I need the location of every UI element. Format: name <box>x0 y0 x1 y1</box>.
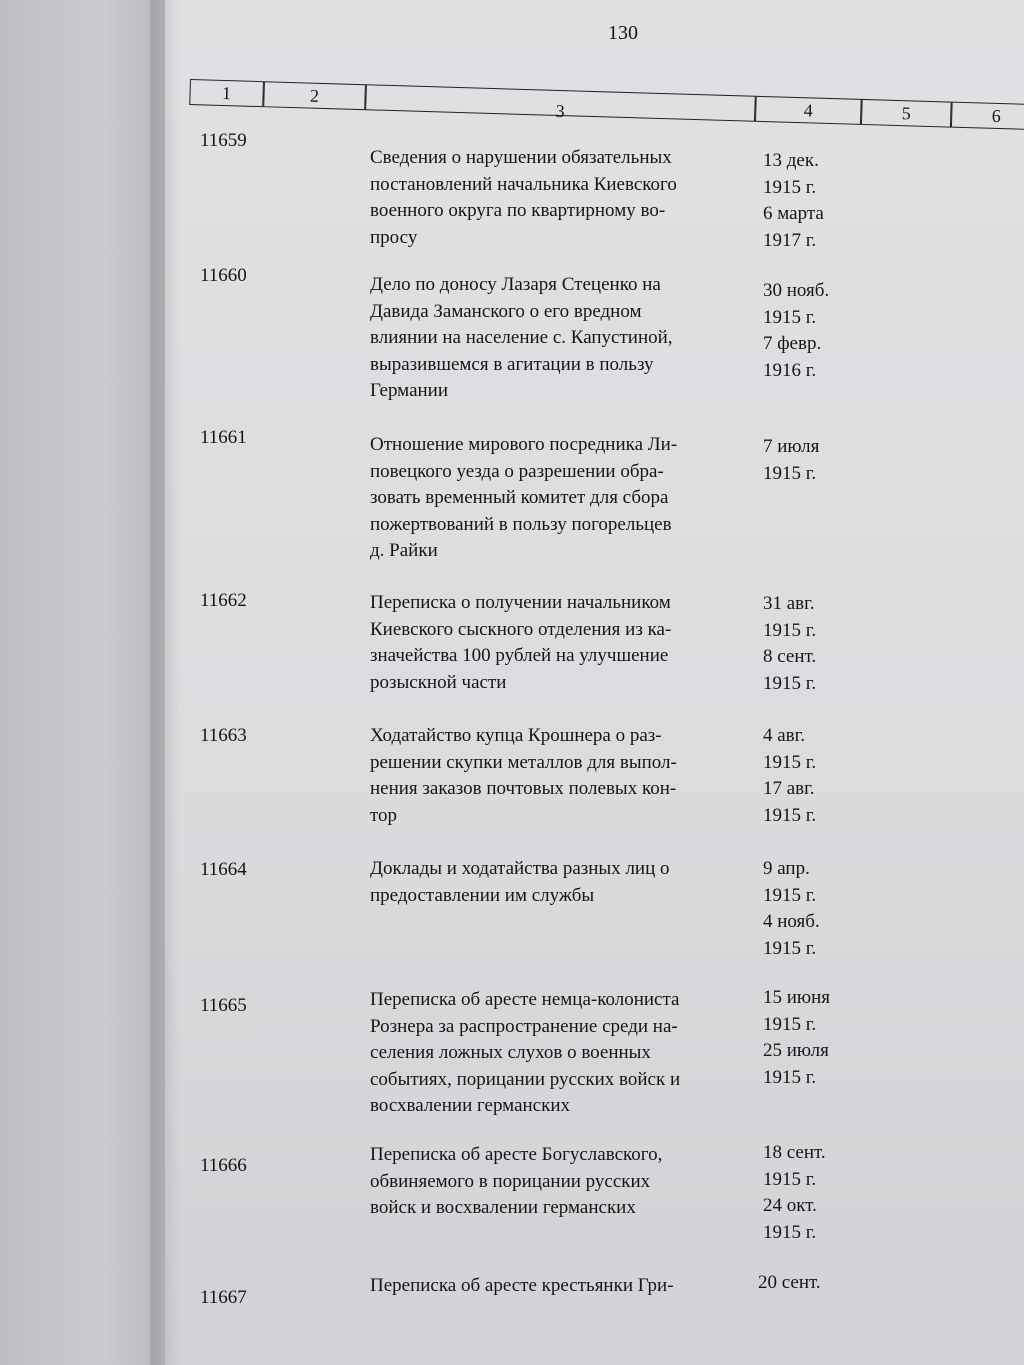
header-col-2: 2 <box>263 81 366 110</box>
record-description <box>370 432 755 565</box>
record-description <box>370 723 755 829</box>
date-line: 1915 г. <box>763 751 817 773</box>
date-line: 9 апр. <box>763 858 810 879</box>
description-line: влиянии на население с. Капустиной, <box>370 327 673 348</box>
record-number: 11661 <box>200 427 247 448</box>
description-line: Киевского сыскного отделения из ка- <box>370 618 672 640</box>
description-line: восхвалении германских <box>370 1095 571 1116</box>
description-line: селения ложных слухов о военных <box>370 1042 651 1063</box>
description-line: Давида Заманского о его вредном <box>370 300 642 322</box>
description-line: нения заказов почтовых полевых кон- <box>370 778 677 799</box>
header-col-1: 1 <box>189 79 264 107</box>
description-line: Переписка об аресте Богуславского, <box>370 1144 663 1165</box>
record-number: 11659 <box>200 130 247 151</box>
date-line: 1915 г. <box>763 1221 817 1243</box>
record-description <box>370 1142 755 1222</box>
record-dates <box>758 1270 858 1297</box>
record-dates <box>763 148 863 254</box>
record-description <box>370 272 755 405</box>
date-line: 8 сент. <box>763 646 817 667</box>
date-line: 1915 г. <box>763 462 817 484</box>
record-dates <box>763 723 863 829</box>
date-line: 7 июля <box>763 436 820 457</box>
record-dates <box>763 985 863 1091</box>
description-line: зовать временный комитет для сбора <box>370 487 669 508</box>
record-number: 11663 <box>200 725 247 746</box>
description-line: Дело по доносу Лазаря Стеценко на <box>370 274 661 295</box>
description-line: войск и восхвалении германских <box>370 1197 636 1218</box>
header-col-4: 4 <box>755 96 862 125</box>
date-line: 1915 г. <box>763 672 817 694</box>
record-description <box>370 1273 755 1300</box>
record-dates <box>763 1140 863 1246</box>
date-line: 7 февр. <box>763 333 822 354</box>
description-line: Отношение мирового посредника Ли- <box>370 434 678 455</box>
record-description <box>370 145 755 251</box>
record-description <box>370 987 755 1120</box>
date-line: 1915 г. <box>763 884 817 906</box>
description-line: обвиняемого в порицании русских <box>370 1170 651 1192</box>
record-number: 11666 <box>200 1155 247 1176</box>
header-col-5: 5 <box>861 99 952 128</box>
date-line: 31 авг. <box>763 593 815 614</box>
record-number: 11662 <box>200 590 247 611</box>
date-line: 1917 г. <box>763 229 817 251</box>
description-line: Ходатайство купца Крошнера о раз- <box>370 725 662 746</box>
description-line: предоставлении им службы <box>370 884 595 906</box>
description-line: постановлений начальника Киевского <box>370 173 677 195</box>
record-description <box>370 856 755 909</box>
description-line: выразившемся в агитации в пользу <box>370 353 654 375</box>
description-line: событиях, порицании русских войск и <box>370 1068 681 1090</box>
description-line: значейства 100 рублей на улучшение <box>370 645 669 666</box>
description-line: Рознера за распространение среди на- <box>370 1015 678 1037</box>
date-line: 1915 г. <box>763 804 817 826</box>
date-line: 1915 г. <box>763 1066 817 1088</box>
date-line: 1915 г. <box>763 176 817 198</box>
date-line: 25 июля <box>763 1040 829 1061</box>
left-page-edge <box>0 0 168 1365</box>
record-dates <box>763 278 863 384</box>
date-line: 20 сент. <box>758 1272 821 1293</box>
date-line: 1915 г. <box>763 937 817 959</box>
record-dates <box>763 856 863 962</box>
book-gutter <box>150 0 180 1365</box>
description-line: Переписка об аресте немца-колониста <box>370 989 680 1010</box>
description-line: Сведения о нарушении обязательных <box>370 147 672 168</box>
header-col-6: 6 <box>951 102 1024 131</box>
date-line: 17 авг. <box>763 778 815 799</box>
date-line: 24 окт. <box>763 1195 817 1216</box>
record-number: 11667 <box>200 1287 247 1308</box>
date-line: 1915 г. <box>763 619 817 641</box>
date-line: 1915 г. <box>763 1168 817 1190</box>
description-line: Переписка об аресте крестьянки Гри- <box>370 1275 674 1296</box>
date-line: 6 марта <box>763 203 824 224</box>
description-line: решении скупки металлов для выпол- <box>370 751 677 773</box>
description-line: Германии <box>370 380 449 401</box>
date-line: 13 дек. <box>763 150 819 171</box>
description-line: тор <box>370 804 398 826</box>
record-description <box>370 590 755 696</box>
record-number: 11664 <box>200 859 247 880</box>
date-line: 4 нояб. <box>763 911 820 932</box>
page-number: 130 <box>608 22 638 44</box>
date-line: 30 нояб. <box>763 280 830 301</box>
date-line: 1915 г. <box>763 1013 817 1035</box>
description-line: розыскной части <box>370 671 507 693</box>
date-line: 1916 г. <box>763 359 817 381</box>
record-number: 11665 <box>200 995 247 1016</box>
date-line: 4 авг. <box>763 725 806 746</box>
description-line: повецкого уезда о разрешении обра- <box>370 460 664 482</box>
date-line: 15 июня <box>763 987 831 1008</box>
description-line: военного округа по квартирному во- <box>370 200 666 221</box>
record-dates <box>763 434 863 487</box>
date-line: 18 сент. <box>763 1142 826 1163</box>
date-line: 1915 г. <box>763 306 817 328</box>
description-line: Доклады и ходатайства разных лиц о <box>370 858 670 879</box>
header-col-3: 3 <box>365 84 756 122</box>
description-line: пожертвований в пользу погорельцев <box>370 513 672 535</box>
description-line: д. Райки <box>370 540 438 561</box>
record-number: 11660 <box>200 265 247 286</box>
description-line: Переписка о получении начальником <box>370 592 671 613</box>
description-line: просу <box>370 226 418 248</box>
record-dates <box>763 591 863 697</box>
